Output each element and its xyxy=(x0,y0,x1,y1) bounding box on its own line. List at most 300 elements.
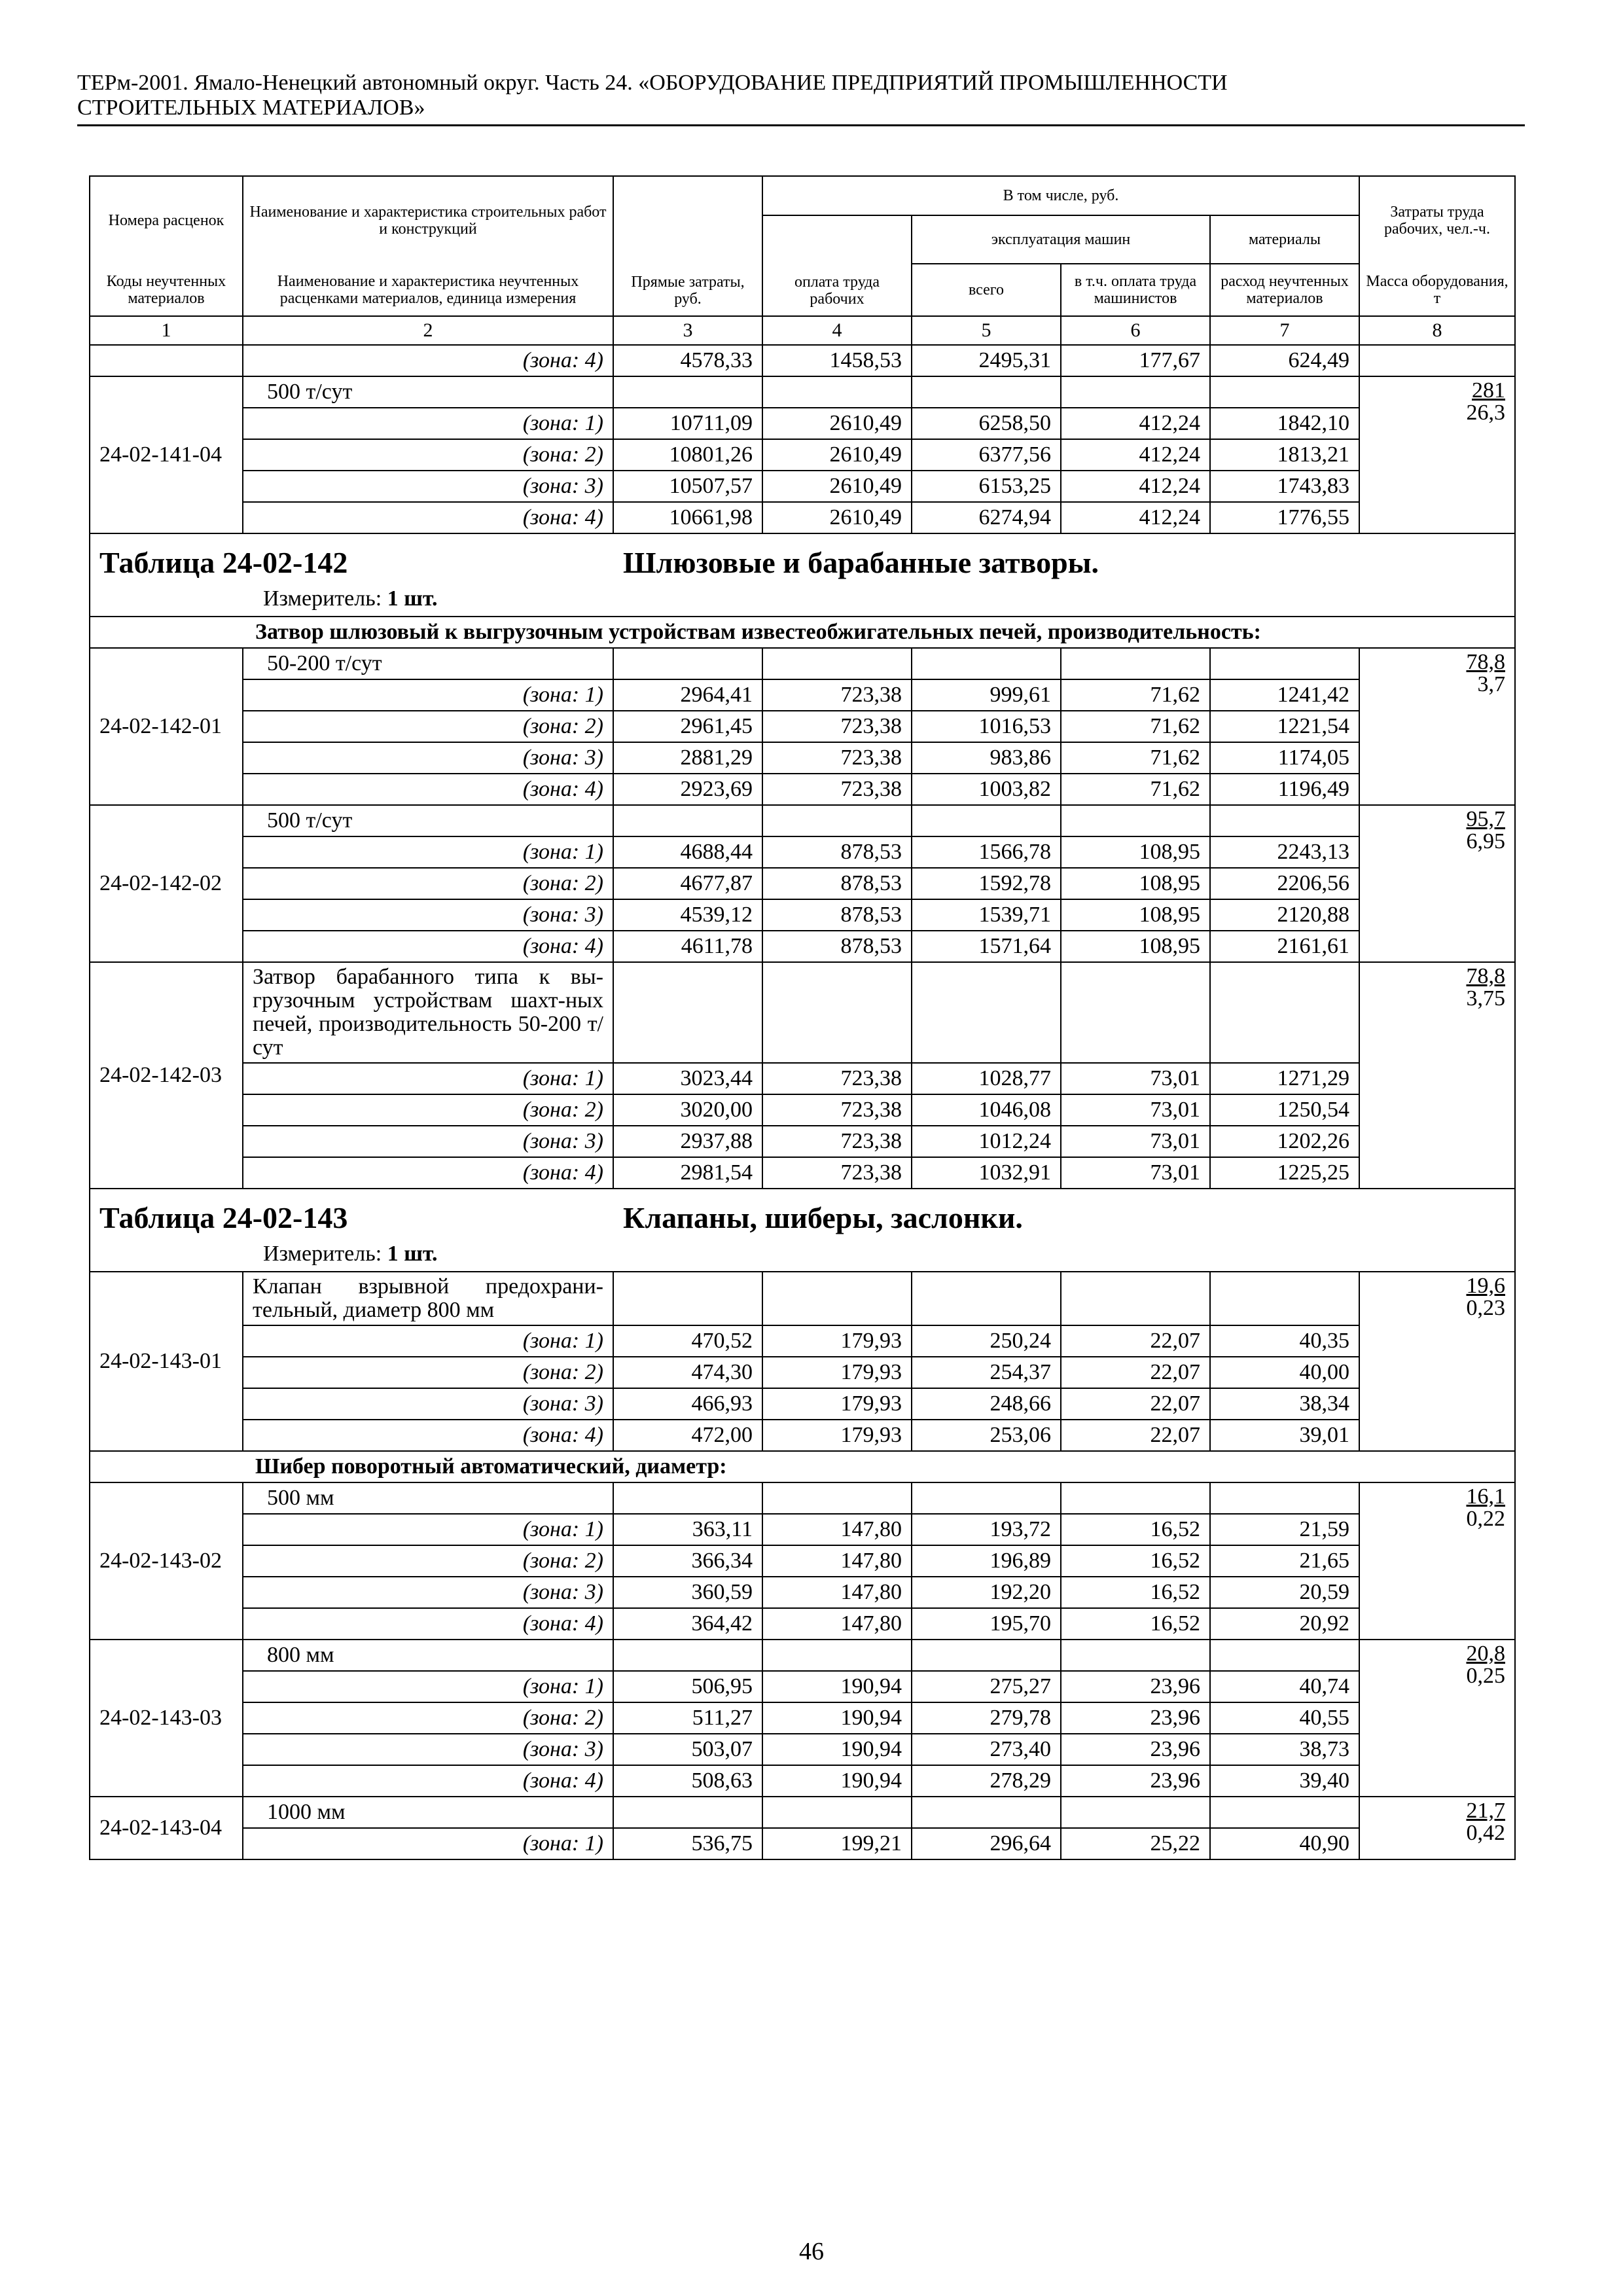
empty-cell xyxy=(762,805,912,836)
value-cell: 40,35 xyxy=(1210,1325,1359,1357)
zone-row xyxy=(90,1126,1515,1157)
page-header xyxy=(77,71,1525,126)
empty-cell xyxy=(912,1482,1061,1514)
zone-row xyxy=(90,931,1515,962)
value-cell: 23,96 xyxy=(1061,1671,1210,1702)
col-header-material-name: Наименование и характеристика неучтенных расценками материалов, единица измерения xyxy=(243,264,613,316)
labor-costs-value: 16,1 xyxy=(1466,1484,1505,1509)
unit-of-measure xyxy=(99,584,1505,613)
value-cell: 2243,13 xyxy=(1210,836,1359,868)
zone-label: (зона: 3) xyxy=(243,742,613,774)
value-cell: 23,96 xyxy=(1061,1765,1210,1797)
empty-cell xyxy=(1061,648,1210,679)
zone-row xyxy=(90,1608,1515,1640)
zone-row xyxy=(90,836,1515,868)
value-cell: 1743,83 xyxy=(1210,471,1359,502)
value-cell: 999,61 xyxy=(912,679,1061,711)
zone-row xyxy=(90,899,1515,931)
labor-mass-ratio xyxy=(1359,648,1515,805)
labor-costs-value: 21,7 xyxy=(1466,1799,1505,1823)
zone-row xyxy=(90,1420,1515,1451)
labor-costs-value: 281 xyxy=(1472,378,1505,403)
table-number: Таблица 24-02-142 xyxy=(99,546,348,579)
value-cell: 179,93 xyxy=(762,1325,912,1357)
rate-description: Клапан взрывной предохрани-тельный, диаметр 800 мм xyxy=(243,1272,613,1325)
value-cell: 2964,41 xyxy=(613,679,762,711)
value-cell: 108,95 xyxy=(1061,899,1210,931)
value-cell: 1225,25 xyxy=(1210,1157,1359,1189)
zone-label: (зона: 4) xyxy=(243,1157,613,1189)
value-cell: 366,34 xyxy=(613,1545,762,1577)
rate-row xyxy=(90,1797,1515,1828)
value-cell: 1458,53 xyxy=(762,345,912,376)
value-cell: 1842,10 xyxy=(1210,408,1359,439)
value-cell: 73,01 xyxy=(1061,1094,1210,1126)
zone-row xyxy=(90,408,1515,439)
empty-cell xyxy=(762,1797,912,1828)
equipment-mass-value: 3,75 xyxy=(1466,986,1505,1011)
empty-cell xyxy=(613,1272,762,1325)
col-number: 5 xyxy=(912,316,1061,345)
value-cell: 536,75 xyxy=(613,1828,762,1859)
rate-code: 24-02-142-02 xyxy=(90,805,243,962)
col-number: 3 xyxy=(613,316,762,345)
value-cell: 40,55 xyxy=(1210,1702,1359,1734)
empty-cell xyxy=(90,345,243,376)
value-cell: 196,89 xyxy=(912,1545,1061,1577)
value-cell: 624,49 xyxy=(1210,345,1359,376)
value-cell: 6258,50 xyxy=(912,408,1061,439)
col-header-labor-pay: оплата труда рабочих xyxy=(762,215,912,316)
empty-cell xyxy=(1359,345,1515,376)
empty-cell xyxy=(912,962,1061,1063)
zone-label: (зона: 3) xyxy=(243,1126,613,1157)
value-cell: 1592,78 xyxy=(912,868,1061,899)
value-cell: 73,01 xyxy=(1061,1157,1210,1189)
zone-label: (зона: 2) xyxy=(243,1545,613,1577)
value-cell: 723,38 xyxy=(762,1126,912,1157)
value-cell: 250,24 xyxy=(912,1325,1061,1357)
value-cell: 278,29 xyxy=(912,1765,1061,1797)
value-cell: 10711,09 xyxy=(613,408,762,439)
value-cell: 73,01 xyxy=(1061,1126,1210,1157)
empty-cell xyxy=(762,648,912,679)
rate-code: 24-02-143-04 xyxy=(90,1797,243,1859)
table-title-row xyxy=(90,533,1515,617)
zone-row xyxy=(90,711,1515,742)
empty-cell xyxy=(1061,1640,1210,1671)
empty-cell xyxy=(1210,1640,1359,1671)
value-cell: 412,24 xyxy=(1061,471,1210,502)
zone-label: (зона: 4) xyxy=(243,502,613,533)
zone-label: (зона: 2) xyxy=(243,868,613,899)
value-cell: 190,94 xyxy=(762,1734,912,1765)
value-cell: 2610,49 xyxy=(762,502,912,533)
zone-label: (зона: 1) xyxy=(243,1063,613,1094)
value-cell: 2961,45 xyxy=(613,711,762,742)
empty-cell xyxy=(912,1640,1061,1671)
value-cell: 2610,49 xyxy=(762,471,912,502)
value-cell: 273,40 xyxy=(912,1734,1061,1765)
labor-mass-ratio xyxy=(1359,376,1515,533)
value-cell: 1813,21 xyxy=(1210,439,1359,471)
zone-row xyxy=(90,502,1515,533)
rate-description: 500 т/сут xyxy=(243,376,613,408)
value-cell: 1202,26 xyxy=(1210,1126,1359,1157)
rate-row xyxy=(90,648,1515,679)
value-cell: 179,93 xyxy=(762,1420,912,1451)
value-cell: 23,96 xyxy=(1061,1702,1210,1734)
zone-row xyxy=(90,1514,1515,1545)
value-cell: 3023,44 xyxy=(613,1063,762,1094)
col-number: 1 xyxy=(90,316,243,345)
page-number: 46 xyxy=(799,2238,824,2265)
zone-row xyxy=(90,1157,1515,1189)
group-heading: Шибер поворотный автоматический, диаметр: xyxy=(90,1451,1515,1482)
value-cell: 10801,26 xyxy=(613,439,762,471)
empty-cell xyxy=(1210,376,1359,408)
value-cell: 147,80 xyxy=(762,1514,912,1545)
rate-row xyxy=(90,1272,1515,1325)
table-name: Клапаны, шиберы, заслонки. xyxy=(623,1201,1023,1234)
value-cell: 2206,56 xyxy=(1210,868,1359,899)
empty-cell xyxy=(613,1640,762,1671)
col-header-materials: материалы xyxy=(1210,215,1359,264)
value-cell: 2610,49 xyxy=(762,439,912,471)
empty-cell xyxy=(1210,648,1359,679)
value-cell: 2923,69 xyxy=(613,774,762,805)
rate-code: 24-02-143-01 xyxy=(90,1272,243,1451)
col-header-machines-total: всего xyxy=(912,264,1061,316)
value-cell: 16,52 xyxy=(1061,1514,1210,1545)
value-cell: 192,20 xyxy=(912,1577,1061,1608)
value-cell: 22,07 xyxy=(1061,1420,1210,1451)
value-cell: 16,52 xyxy=(1061,1608,1210,1640)
value-cell: 2120,88 xyxy=(1210,899,1359,931)
value-cell: 195,70 xyxy=(912,1608,1061,1640)
empty-cell xyxy=(1061,962,1210,1063)
col-header-equipment-mass: Масса оборудования, т xyxy=(1359,264,1515,316)
zone-row xyxy=(90,1828,1515,1859)
rate-row xyxy=(90,1640,1515,1671)
value-cell: 21,59 xyxy=(1210,1514,1359,1545)
empty-cell xyxy=(1210,962,1359,1063)
table-title-row xyxy=(90,1189,1515,1272)
value-cell: 23,96 xyxy=(1061,1734,1210,1765)
value-cell: 412,24 xyxy=(1061,408,1210,439)
value-cell: 1221,54 xyxy=(1210,711,1359,742)
zone-label: (зона: 2) xyxy=(243,439,613,471)
empty-cell xyxy=(1061,1797,1210,1828)
empty-cell xyxy=(912,1272,1061,1325)
value-cell: 723,38 xyxy=(762,679,912,711)
value-cell: 2881,29 xyxy=(613,742,762,774)
value-cell: 474,30 xyxy=(613,1357,762,1388)
empty-cell xyxy=(613,805,762,836)
value-cell: 108,95 xyxy=(1061,868,1210,899)
value-cell: 723,38 xyxy=(762,1094,912,1126)
zone-label: (зона: 1) xyxy=(243,408,613,439)
zone-label: (зона: 4) xyxy=(243,1420,613,1451)
table-title-cell xyxy=(90,533,1515,617)
empty-cell xyxy=(762,1272,912,1325)
value-cell: 2937,88 xyxy=(613,1126,762,1157)
col-header-name: Наименование и характеристика строительных работ и конструкций xyxy=(243,176,613,264)
col-header-material-consumption: расход неучтенных материалов xyxy=(1210,264,1359,316)
labor-mass-ratio xyxy=(1359,1640,1515,1797)
zone-label: (зона: 1) xyxy=(243,679,613,711)
value-cell: 878,53 xyxy=(762,868,912,899)
value-cell: 723,38 xyxy=(762,1063,912,1094)
value-cell: 177,67 xyxy=(1061,345,1210,376)
empty-cell xyxy=(613,962,762,1063)
zone-label: (зона: 2) xyxy=(243,711,613,742)
zone-row xyxy=(90,1388,1515,1420)
labor-costs-value: 20,8 xyxy=(1466,1641,1505,1666)
empty-cell xyxy=(1061,1482,1210,1514)
group-heading: Затвор шлюзовый к выгрузочным устройствам известеобжигательных печей, производительность: xyxy=(90,617,1515,648)
zone-row xyxy=(90,1063,1515,1094)
empty-cell xyxy=(762,1482,912,1514)
labor-costs-value: 19,6 xyxy=(1466,1274,1505,1298)
value-cell: 2610,49 xyxy=(762,408,912,439)
value-cell: 147,80 xyxy=(762,1577,912,1608)
table-name: Шлюзовые и барабанные затворы. xyxy=(623,546,1099,579)
value-cell: 4539,12 xyxy=(613,899,762,931)
rate-row xyxy=(90,376,1515,408)
value-cell: 1174,05 xyxy=(1210,742,1359,774)
value-cell: 364,42 xyxy=(613,1608,762,1640)
value-cell: 71,62 xyxy=(1061,774,1210,805)
value-cell: 723,38 xyxy=(762,711,912,742)
value-cell: 2495,31 xyxy=(912,345,1061,376)
value-cell: 71,62 xyxy=(1061,711,1210,742)
value-cell: 190,94 xyxy=(762,1765,912,1797)
labor-mass-ratio xyxy=(1359,805,1515,962)
price-table xyxy=(89,175,1516,1860)
zone-label: (зона: 4) xyxy=(243,345,613,376)
unit-value: 1 шт. xyxy=(387,1242,438,1266)
rate-code: 24-02-142-01 xyxy=(90,648,243,805)
empty-cell xyxy=(1210,1482,1359,1514)
zone-row xyxy=(90,1734,1515,1765)
empty-cell xyxy=(762,1640,912,1671)
value-cell: 723,38 xyxy=(762,1157,912,1189)
value-cell: 878,53 xyxy=(762,899,912,931)
table-title-cell xyxy=(90,1189,1515,1272)
zone-row xyxy=(90,1577,1515,1608)
zone-label: (зона: 2) xyxy=(243,1702,613,1734)
col-number: 8 xyxy=(1359,316,1515,345)
col-header-codes: Номера расценок xyxy=(90,176,243,264)
table-header xyxy=(90,176,1515,345)
zone-row xyxy=(90,1094,1515,1126)
value-cell: 878,53 xyxy=(762,931,912,962)
zone-row xyxy=(90,345,1515,376)
group-heading-row xyxy=(90,617,1515,648)
empty-cell xyxy=(613,1797,762,1828)
labor-costs-value: 78,8 xyxy=(1466,650,1505,674)
empty-cell xyxy=(1210,805,1359,836)
zone-label: (зона: 4) xyxy=(243,774,613,805)
value-cell: 470,52 xyxy=(613,1325,762,1357)
empty-cell xyxy=(613,1482,762,1514)
value-cell: 40,74 xyxy=(1210,1671,1359,1702)
value-cell: 199,21 xyxy=(762,1828,912,1859)
zone-label: (зона: 1) xyxy=(243,1514,613,1545)
zone-label: (зона: 4) xyxy=(243,931,613,962)
value-cell: 1566,78 xyxy=(912,836,1061,868)
unit-value: 1 шт. xyxy=(387,586,438,611)
value-cell: 6153,25 xyxy=(912,471,1061,502)
col-number: 2 xyxy=(243,316,613,345)
value-cell: 1196,49 xyxy=(1210,774,1359,805)
value-cell: 1046,08 xyxy=(912,1094,1061,1126)
value-cell: 508,63 xyxy=(613,1765,762,1797)
value-cell: 71,62 xyxy=(1061,742,1210,774)
equipment-mass-value: 0,25 xyxy=(1466,1664,1505,1688)
value-cell: 1003,82 xyxy=(912,774,1061,805)
value-cell: 412,24 xyxy=(1061,439,1210,471)
labor-mass-ratio xyxy=(1359,1482,1515,1640)
value-cell: 511,27 xyxy=(613,1702,762,1734)
value-cell: 1241,42 xyxy=(1210,679,1359,711)
equipment-mass-value: 6,95 xyxy=(1466,829,1505,853)
value-cell: 1271,29 xyxy=(1210,1063,1359,1094)
value-cell: 1012,24 xyxy=(912,1126,1061,1157)
labor-mass-ratio xyxy=(1359,962,1515,1189)
value-cell: 1032,91 xyxy=(912,1157,1061,1189)
value-cell: 10507,57 xyxy=(613,471,762,502)
empty-cell xyxy=(613,648,762,679)
labor-mass-ratio xyxy=(1359,1272,1515,1451)
value-cell: 25,22 xyxy=(1061,1828,1210,1859)
value-cell: 723,38 xyxy=(762,742,912,774)
header-line-1: ТЕРм-2001. Ямало-Ненецкий автономный округ. Часть 24. «ОБОРУДОВАНИЕ ПРЕДПРИЯТИЙ ПРОМЫШЛЕННОСТИ xyxy=(77,71,1228,95)
value-cell: 73,01 xyxy=(1061,1063,1210,1094)
value-cell: 190,94 xyxy=(762,1671,912,1702)
zone-label: (зона: 3) xyxy=(243,1577,613,1608)
zone-label: (зона: 1) xyxy=(243,1828,613,1859)
value-cell: 360,59 xyxy=(613,1577,762,1608)
col-number: 7 xyxy=(1210,316,1359,345)
value-cell: 503,07 xyxy=(613,1734,762,1765)
value-cell: 6377,56 xyxy=(912,439,1061,471)
zone-label: (зона: 1) xyxy=(243,1671,613,1702)
value-cell: 506,95 xyxy=(613,1671,762,1702)
unit-label: Измеритель: xyxy=(263,1242,382,1266)
unit-label: Измеритель: xyxy=(263,586,382,611)
zone-label: (зона: 1) xyxy=(243,1325,613,1357)
rate-description: 500 т/сут xyxy=(243,805,613,836)
zone-label: (зона: 3) xyxy=(243,471,613,502)
value-cell: 147,80 xyxy=(762,1545,912,1577)
value-cell: 723,38 xyxy=(762,774,912,805)
empty-cell xyxy=(1061,805,1210,836)
value-cell: 254,37 xyxy=(912,1357,1061,1388)
rate-code: 24-02-143-03 xyxy=(90,1640,243,1797)
equipment-mass-value: 0,22 xyxy=(1466,1507,1505,1531)
rate-code: 24-02-143-02 xyxy=(90,1482,243,1640)
value-cell: 10661,98 xyxy=(613,502,762,533)
value-cell: 40,00 xyxy=(1210,1357,1359,1388)
rate-description: 500 мм xyxy=(243,1482,613,1514)
value-cell: 108,95 xyxy=(1061,836,1210,868)
zone-row xyxy=(90,1545,1515,1577)
value-cell: 878,53 xyxy=(762,836,912,868)
value-cell: 6274,94 xyxy=(912,502,1061,533)
value-cell: 40,90 xyxy=(1210,1828,1359,1859)
value-cell: 466,93 xyxy=(613,1388,762,1420)
rate-row xyxy=(90,805,1515,836)
rate-row xyxy=(90,962,1515,1063)
value-cell: 193,72 xyxy=(912,1514,1061,1545)
value-cell: 983,86 xyxy=(912,742,1061,774)
col-header-machines: эксплуатация машин xyxy=(912,215,1210,264)
rate-description: 50-200 т/сут xyxy=(243,648,613,679)
value-cell: 71,62 xyxy=(1061,679,1210,711)
zone-label: (зона: 2) xyxy=(243,1357,613,1388)
value-cell: 248,66 xyxy=(912,1388,1061,1420)
equipment-mass-value: 3,7 xyxy=(1477,672,1505,696)
zone-row xyxy=(90,1702,1515,1734)
value-cell: 275,27 xyxy=(912,1671,1061,1702)
header-line-2: СТРОИТЕЛЬНЫХ МАТЕРИАЛОВ» xyxy=(77,96,425,120)
equipment-mass-value: 0,42 xyxy=(1466,1821,1505,1845)
price-table-container xyxy=(89,175,1516,1860)
value-cell: 21,65 xyxy=(1210,1545,1359,1577)
col-header-labor-costs: Затраты труда рабочих, чел.-ч. xyxy=(1359,176,1515,264)
col-header-material-codes: Коды неучтенных материалов xyxy=(90,264,243,316)
value-cell: 108,95 xyxy=(1061,931,1210,962)
value-cell: 472,00 xyxy=(613,1420,762,1451)
labor-mass-ratio xyxy=(1359,1797,1515,1859)
value-cell: 1539,71 xyxy=(912,899,1061,931)
zone-row xyxy=(90,774,1515,805)
labor-costs-value: 78,8 xyxy=(1466,964,1505,988)
zone-row xyxy=(90,471,1515,502)
zone-label: (зона: 2) xyxy=(243,1094,613,1126)
value-cell: 38,34 xyxy=(1210,1388,1359,1420)
value-cell: 2161,61 xyxy=(1210,931,1359,962)
labor-costs-value: 95,7 xyxy=(1466,807,1505,831)
empty-cell xyxy=(1061,1272,1210,1325)
value-cell: 179,93 xyxy=(762,1357,912,1388)
empty-cell xyxy=(1210,1272,1359,1325)
value-cell: 22,07 xyxy=(1061,1357,1210,1388)
value-cell: 190,94 xyxy=(762,1702,912,1734)
empty-cell xyxy=(613,376,762,408)
zone-label: (зона: 3) xyxy=(243,899,613,931)
value-cell: 1776,55 xyxy=(1210,502,1359,533)
value-cell: 2981,54 xyxy=(613,1157,762,1189)
group-heading-row xyxy=(90,1451,1515,1482)
value-cell: 4677,87 xyxy=(613,868,762,899)
value-cell: 4578,33 xyxy=(613,345,762,376)
value-cell: 147,80 xyxy=(762,1608,912,1640)
table-body xyxy=(90,345,1515,1859)
value-cell: 20,92 xyxy=(1210,1608,1359,1640)
empty-cell xyxy=(912,648,1061,679)
zone-label: (зона: 4) xyxy=(243,1608,613,1640)
col-number: 4 xyxy=(762,316,912,345)
value-cell: 253,06 xyxy=(912,1420,1061,1451)
value-cell: 16,52 xyxy=(1061,1545,1210,1577)
zone-row xyxy=(90,1325,1515,1357)
zone-row xyxy=(90,742,1515,774)
empty-cell xyxy=(762,962,912,1063)
rate-code: 24-02-142-03 xyxy=(90,962,243,1189)
